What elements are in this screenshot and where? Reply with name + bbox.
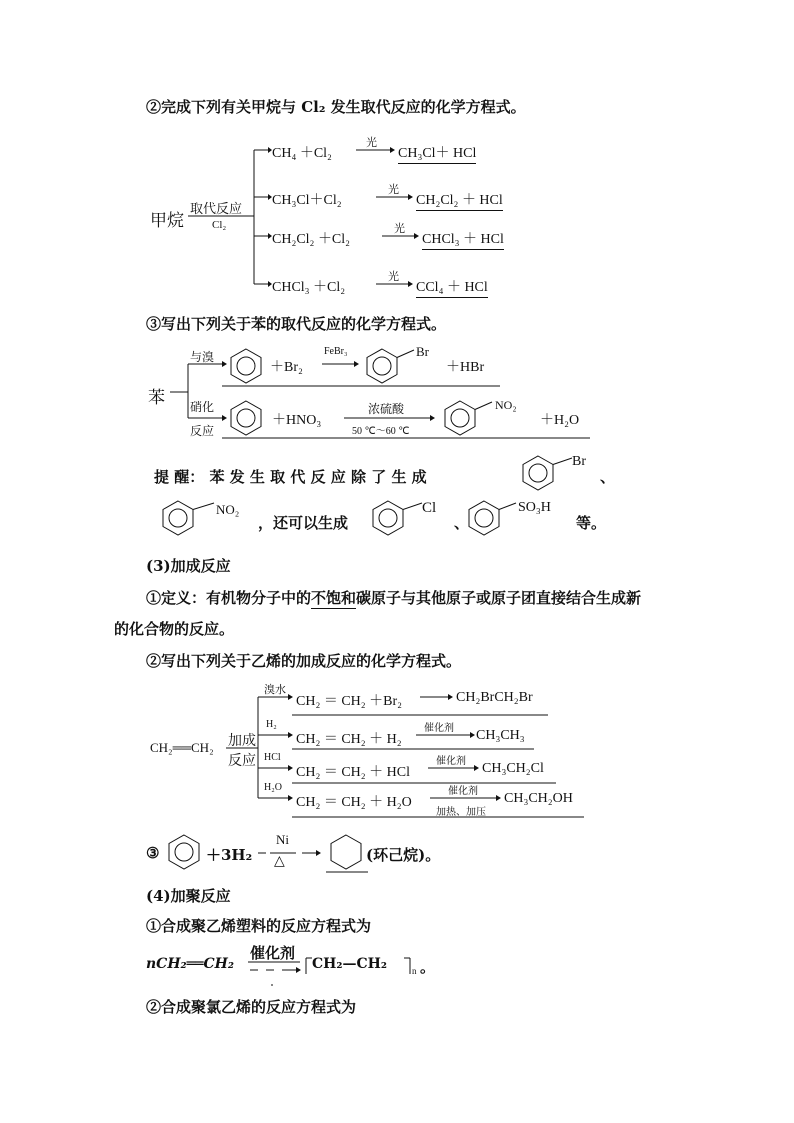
ethylene-branch-top: 加成 — [228, 734, 256, 749]
ethylene-row4-left: CH₂ ＝ CH₂ ＋ H₂O — [296, 795, 412, 810]
methane-eq4-cond: 光 — [388, 271, 399, 283]
benzene-r1-label: 与溴 — [190, 350, 215, 364]
ethylene-heading: ②写出下列关于乙烯的加成反应的化学方程式。 — [146, 652, 462, 670]
pe-end: 。 — [420, 958, 436, 976]
methane-eq1-cond: 光 — [366, 137, 377, 149]
methane-eq3-left: CH₂Cl₂ ＋Cl₂ — [272, 232, 351, 247]
methane-eq1-left: CH₄ ＋Cl₂ — [272, 146, 332, 161]
ethylene-row2-cond: 催化剂 — [424, 723, 454, 734]
ethylene-row3-cond: 催化剂 — [436, 756, 466, 767]
addition-definition: ①定义：有机物分子中的不饱和碳原子与其他原子或原子团直接结合生成新 — [146, 589, 642, 607]
reminder-end: 等。 — [576, 514, 607, 532]
hydro-cond-bottom: △ — [274, 854, 285, 869]
benzene-root: 苯 — [148, 388, 165, 407]
methane-eq4-left: CHCl₃ ＋Cl₂ — [272, 280, 346, 295]
reminder-sub1: Br — [572, 454, 586, 469]
methane-branch-bottom: Cl₂ — [212, 219, 227, 231]
benzene-r2-sub: NO₂ — [495, 398, 517, 412]
definition-blank: 不饱和 — [311, 589, 357, 607]
methane-branch-top: 取代反应 — [190, 201, 243, 216]
reminder-sep1: 、 — [600, 468, 616, 486]
ethylene-row4-right: CH₃CH₂OH — [504, 791, 573, 806]
ethylene-row3-right: CH₃CH₂Cl — [482, 761, 544, 776]
hydro-note: (环己烷)。 — [366, 846, 441, 864]
ethylene-row1-label: 溴水 — [264, 684, 286, 696]
benzene-r1-cond: FeBr₃ — [324, 346, 348, 357]
ethylene-row2-right: CH₃CH₃ — [476, 728, 525, 743]
methane-eq3-cond: 光 — [394, 223, 405, 235]
reminder-line1: 提 醒： 苯 发 生 取 代 反 应 除 了 生 成 — [154, 468, 427, 486]
benzene-r1-plus: ＋Br₂ — [270, 360, 303, 375]
reminder-sep2: 、 — [454, 514, 470, 532]
hydro-number: ③ — [146, 844, 160, 862]
polymer-heading: (4)加聚反应 — [146, 887, 231, 905]
benzene-r2-tail: ＋H₂O — [540, 413, 580, 428]
benzene-r2-plus: ＋HNO₃ — [272, 413, 322, 428]
addition-heading: (3)加成反应 — [146, 557, 231, 575]
methane-eq3-right: CHCl₃ ＋ HCl — [422, 228, 504, 250]
methane-eq4-right: CCl₄ ＋ HCl — [416, 276, 488, 298]
methane-heading: ②完成下列有关甲烷与 Cl₂ 发生取代反应的化学方程式。 — [146, 98, 526, 116]
hydro-cond-top: Ni — [276, 832, 289, 847]
addition-definition-line2: 的化合物的反应。 — [114, 620, 235, 638]
reminder-sub4: SO₃H — [518, 500, 551, 515]
benzene-r2-label-top: 硝化 — [190, 400, 215, 414]
methane-eq2-cond: 光 — [388, 184, 399, 196]
pe-n: n — [412, 966, 417, 976]
reminder-sub3: Cl — [422, 500, 437, 516]
ethylene-row2-label: H₂ — [266, 719, 277, 730]
reminder-sub2: NO₂ — [216, 502, 240, 517]
benzene-r2-label-bottom: 反应 — [190, 424, 215, 438]
pe-heading: ①合成聚乙烯塑料的反应方程式为 — [146, 917, 372, 935]
ethylene-row2-left: CH₂ ＝ CH₂ ＋ H₂ — [296, 732, 402, 747]
benzene-r1-sub: Br — [416, 344, 429, 359]
ethylene-row4-label: H₂O — [264, 782, 282, 793]
benzene-heading: ③写出下列关于苯的取代反应的化学方程式。 — [146, 315, 447, 333]
ethylene-row1-left: CH₂ ＝ CH₂ ＋Br₂ — [296, 694, 403, 709]
pe-right: CH₂—CH₂ — [312, 956, 388, 972]
ethylene-row1-right: CH₂BrCH₂Br — [456, 690, 533, 705]
ethylene-row3-label: HCl — [264, 752, 281, 763]
methane-eq2-right: CH₂Cl₂ ＋ HCl — [416, 189, 503, 211]
methane-root: 甲烷 — [150, 211, 184, 230]
ethylene-row3-left: CH₂ ＝ CH₂ ＋ HCl — [296, 765, 410, 780]
pvc-heading: ②合成聚氯乙烯的反应方程式为 — [146, 998, 357, 1016]
benzene-r1-tail: ＋HBr — [446, 360, 485, 375]
ethylene-row4-cond-bottom: 加热、加压 — [436, 807, 486, 818]
ethylene-branch-bottom: 反应 — [228, 754, 256, 769]
ethylene-root: CH₂══CH₂ — [150, 740, 214, 755]
reminder-mid: ，还可以生成 — [258, 514, 349, 532]
methane-eq1-right: CH₃Cl＋ HCl — [398, 142, 476, 164]
pe-left: nCH₂══CH₂ — [146, 956, 235, 972]
hydro-plus: ＋3H₂ — [206, 846, 253, 864]
benzene-r2-cond-top: 浓硫酸 — [368, 402, 405, 416]
methane-eq2-left: CH₃Cl＋Cl₂ — [272, 193, 342, 208]
benzene-r2-cond-bottom: 50 ℃～60 ℃ — [352, 426, 410, 437]
ethylene-row4-cond-top: 催化剂 — [448, 786, 478, 797]
pe-cond: 催化剂 — [250, 944, 296, 962]
